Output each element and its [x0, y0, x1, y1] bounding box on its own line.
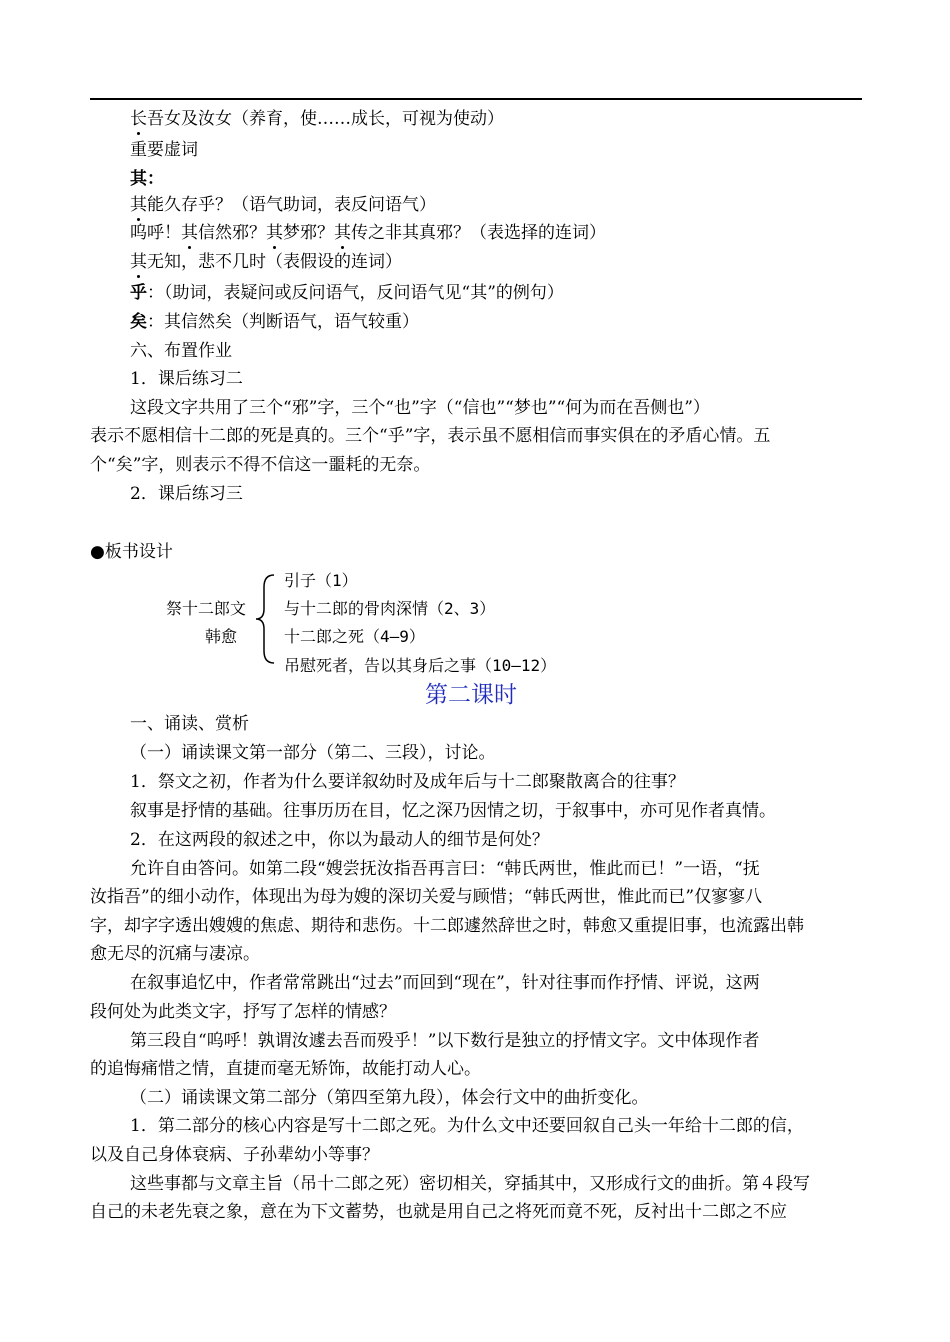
board-author: 韩愈: [205, 627, 238, 646]
text-line: 在叙事追忆中，作者常常跳出“过去”而回到“现在”，针对往事而作抒情、评说，这两: [130, 973, 760, 993]
homework-item-1: 1．课后练习二: [130, 369, 243, 389]
emphasis-char: 其: [181, 223, 198, 243]
board-title: 祭十二郎文: [166, 599, 247, 618]
text-line: 叙事是抒情的基础。往事历历在目，忆之深乃因情之切，于叙事中，亦可见作者真情。: [130, 801, 776, 821]
qi-label: 其：: [130, 169, 164, 189]
text-line: 允许自由答问。如第二段“嫂尝抚汝指吾再言曰：“韩氏两世，惟此而已！”一语，“抚: [130, 859, 760, 879]
board-item: 引子（1）: [284, 571, 358, 590]
text-line: 汝指吾”的细小动作，体现出为母为嫂的深切关爱与顾惜；“韩氏两世，惟此而已”仅寥寥八: [90, 887, 763, 907]
emphasis-char: 其: [130, 195, 147, 215]
curly-brace-icon: [252, 573, 278, 665]
text-line: 以及自己身体衰病、子孙辈幼小等事？: [90, 1145, 379, 1165]
text-line: 的追悔痛惜之情，直捷而毫无矫饰，故能打动人心。: [90, 1059, 481, 1079]
text-line: 2．在这两段的叙述之中，你以为最动人的细节是何处？: [130, 830, 549, 850]
example-changwu: 长吾女及汝女（养育，使……成长，可视为使动）: [130, 109, 504, 129]
xuci-heading: 重要虚词: [130, 140, 198, 160]
text-line: 自己的未老先衰之象，意在为下文蓄势，也就是用自己之将死而竟不死，反衬出十二郎之不应: [90, 1202, 787, 1222]
homework-heading: 六、布置作业: [130, 341, 232, 361]
header-rule: [90, 98, 862, 100]
yi-entry: 矣：其信然矣（判断语气，语气较重）: [130, 312, 419, 332]
text-line: 一、诵读、赏析: [130, 714, 249, 734]
board-item: 十二郎之死（4—9）: [284, 627, 425, 646]
text-line: （一）诵读课文第一部分（第二、三段），讨论。: [130, 743, 496, 763]
text-line: （二）诵读课文第二部分（第四至第九段），体会行文中的曲折变化。: [130, 1088, 649, 1108]
text-line: 字，却字字透出嫂嫂的焦虑、期待和悲伤。十二郎遽然辞世之时，韩愈又重提旧事，也流露出韩: [90, 916, 804, 936]
board-heading: ●板书设计: [90, 542, 173, 562]
text-line: 段何处为此类文字，抒写了怎样的情感？: [90, 1002, 396, 1022]
lesson-title: 第二课时: [425, 682, 517, 708]
homework-answer-line: 这段文字共用了三个“邪”字，三个“也”字（“信也”“梦也”“何为而在吾侧也”）: [130, 398, 710, 418]
hu-entry: 乎：（助词，表疑问或反问语气，反问语气见“其”的例句）: [130, 283, 564, 303]
text-line: 这些事都与文章主旨（吊十二郎之死）密切相关，穿插其中，又形成行文的曲折。第４段写: [130, 1174, 810, 1194]
homework-answer-line: 个“矣”字，则表示不得不信这一噩耗的无奈。: [90, 455, 431, 475]
board-item: 吊慰死者，告以其身后之事（10—12）: [284, 656, 557, 675]
text-line: 1．祭文之初，作者为什么要详叙幼时及成年后与十二郎聚散离合的往事？: [130, 772, 685, 792]
text-line: 愈无尽的沉痛与凄凉。: [90, 944, 260, 964]
emphasis-char: 其: [334, 223, 351, 243]
homework-answer-line: 表示不愿相信十二郎的死是真的。三个“乎”字，表示虽不愿相信而事实俱在的矛盾心情。五: [90, 426, 771, 446]
emphasis-char: 长: [130, 109, 147, 129]
homework-item-2: 2．课后练习三: [130, 484, 243, 504]
qi-example-1: 其能久存乎？（语气助词，表反问语气）: [130, 195, 436, 215]
emphasis-char: 其: [130, 252, 147, 272]
text-line: 第三段自“呜呼！孰谓汝遽去吾而殁乎！”以下数行是独立的抒情文字。文中体现作者: [130, 1031, 760, 1051]
qi-example-3: 其无知，悲不几时（表假设的连词）: [130, 252, 402, 272]
emphasis-char: 其: [266, 223, 283, 243]
qi-example-2: 呜呼！其信然邪？其梦邪？其传之非其真邪？（表选择的连词）: [130, 223, 606, 243]
board-item: 与十二郎的骨肉深情（2、3）: [284, 599, 496, 618]
text-line: 1．第二部分的核心内容是写十二郎之死。为什么文中还要回叙自己头一年给十二郎的信，: [130, 1116, 804, 1136]
